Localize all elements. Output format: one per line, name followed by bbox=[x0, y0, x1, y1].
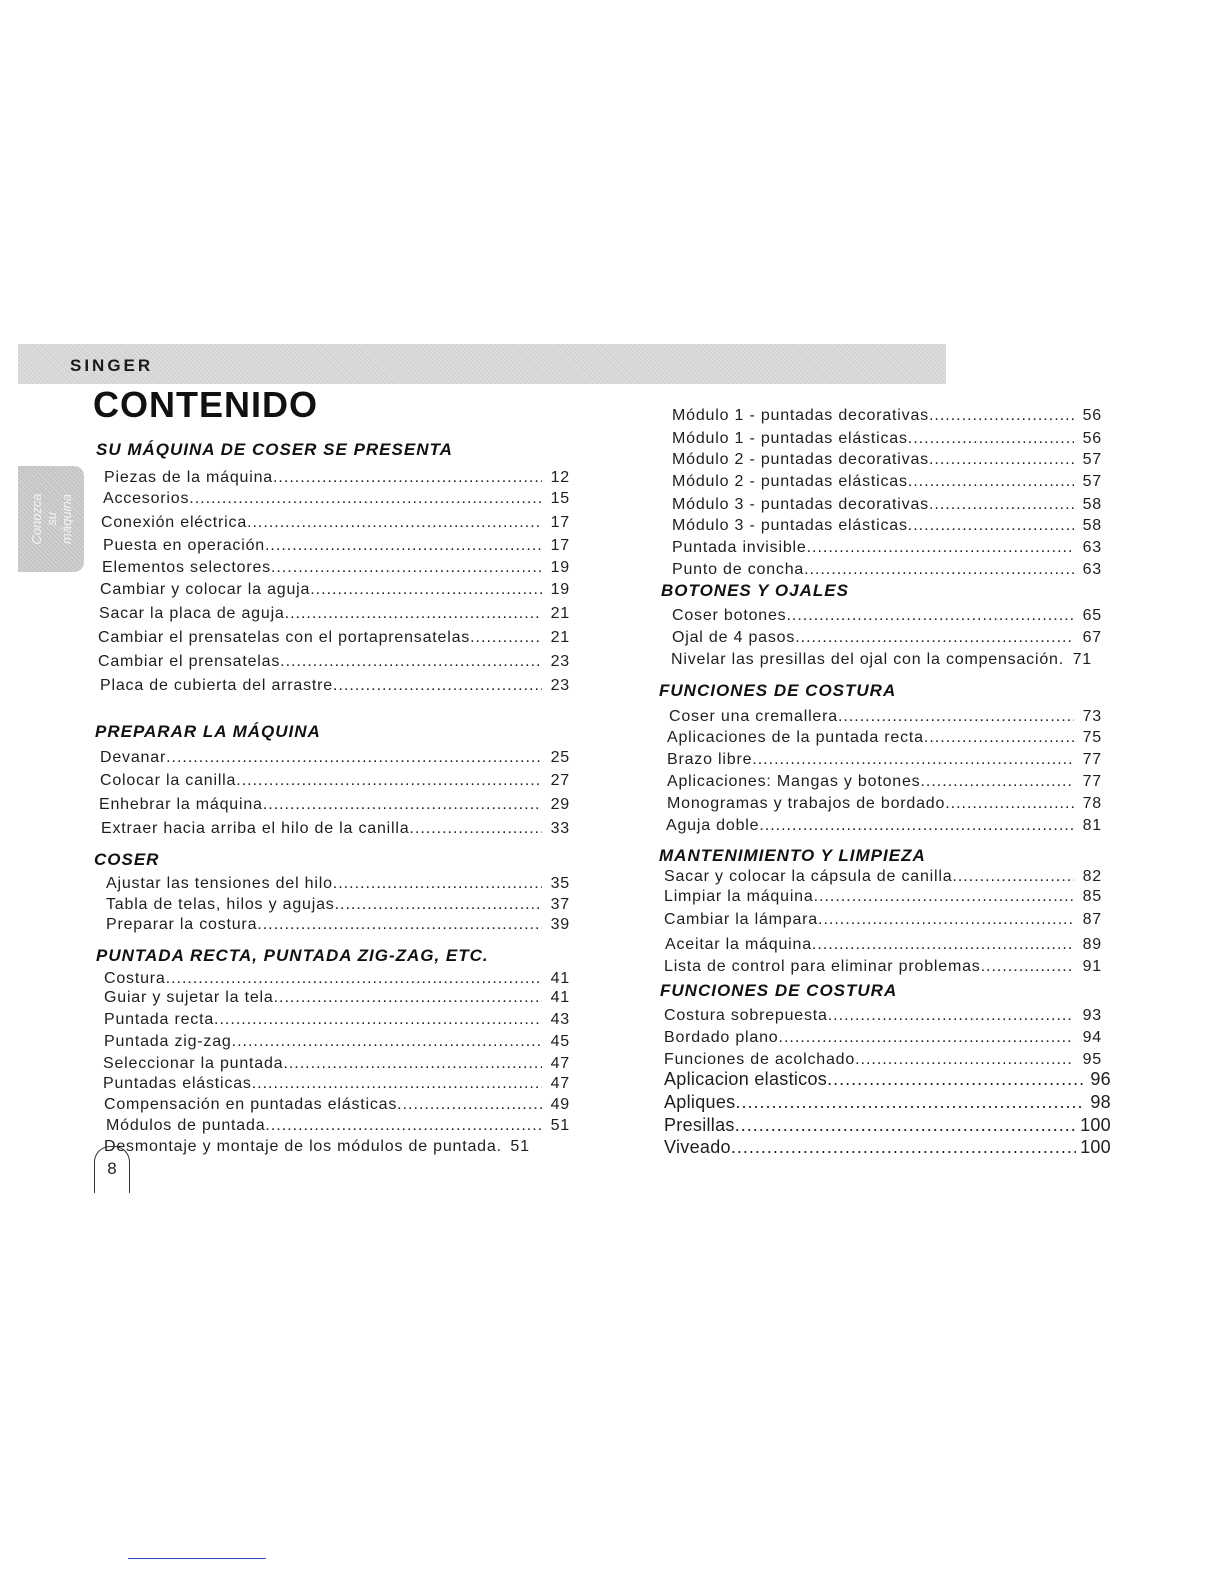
page-title: CONTENIDO bbox=[93, 384, 318, 425]
side-tab[interactable] bbox=[18, 466, 84, 572]
toc-entry[interactable] bbox=[672, 515, 1102, 535]
page-number: 8 bbox=[94, 1146, 130, 1193]
toc-label: Desmontaje y montaje de los módulos de puntada. bbox=[104, 1138, 502, 1155]
toc-page: 51 bbox=[550, 1117, 570, 1134]
toc-entry[interactable] bbox=[665, 934, 1102, 954]
toc-entry[interactable] bbox=[664, 886, 1102, 906]
toc-label: Ajustar las tensiones del hilo bbox=[106, 875, 333, 892]
toc-page: 23 bbox=[550, 653, 570, 670]
toc-entry[interactable] bbox=[666, 815, 1102, 835]
toc-page: 87 bbox=[1082, 911, 1102, 928]
toc-page: 67 bbox=[1082, 629, 1102, 646]
section-heading: FUNCIONES DE COSTURA bbox=[660, 981, 898, 1000]
toc-entry[interactable] bbox=[100, 747, 570, 767]
toc-label: Cambiar el prensatelas bbox=[98, 653, 281, 670]
toc-label: Conexión eléctrica bbox=[101, 514, 248, 531]
toc-page: 78 bbox=[1082, 795, 1102, 812]
toc-page: 93 bbox=[1082, 1007, 1102, 1024]
toc-entry[interactable] bbox=[664, 909, 1102, 929]
toc-page: 23 bbox=[550, 677, 570, 694]
toc-label: Apliques bbox=[664, 1092, 736, 1112]
toc-label: Módulo 2 - puntadas elásticas bbox=[672, 473, 908, 490]
toc-page: 37 bbox=[550, 896, 570, 913]
toc-entry[interactable] bbox=[103, 535, 570, 555]
toc-page: 75 bbox=[1082, 729, 1102, 746]
toc-entry[interactable] bbox=[664, 1070, 1111, 1090]
toc-page: 12 bbox=[550, 469, 570, 486]
toc-entry[interactable] bbox=[664, 1049, 1102, 1069]
toc-label: Aplicaciones de la puntada recta bbox=[667, 729, 924, 746]
toc-label: Nivelar las presillas del ojal con la compensación. bbox=[671, 651, 1064, 668]
toc-label: Puntada invisible bbox=[672, 539, 807, 556]
toc-label: Aplicaciones: Mangas y botones bbox=[667, 773, 921, 790]
toc-entry[interactable] bbox=[106, 873, 570, 893]
toc-label: Módulos de puntada bbox=[106, 1117, 266, 1134]
toc-page: 71 bbox=[1072, 651, 1092, 668]
toc-entry[interactable] bbox=[672, 405, 1102, 425]
toc-entry[interactable] bbox=[104, 1031, 570, 1051]
toc-page: 100 bbox=[1080, 1137, 1111, 1157]
toc-label: Aplicacion elasticos bbox=[664, 1069, 828, 1089]
toc-entry[interactable] bbox=[664, 1093, 1111, 1113]
toc-label: Puntada recta bbox=[104, 1011, 215, 1028]
toc-page: 17 bbox=[550, 514, 570, 531]
toc-label: Aguja doble bbox=[666, 817, 760, 834]
toc-page: 15 bbox=[550, 490, 570, 507]
toc-page: 43 bbox=[550, 1011, 570, 1028]
toc-entry[interactable] bbox=[104, 467, 570, 487]
toc-entry[interactable] bbox=[104, 987, 570, 1007]
toc-entry[interactable] bbox=[672, 537, 1102, 557]
toc-page: 29 bbox=[550, 796, 570, 813]
toc-label: Devanar bbox=[100, 749, 167, 766]
toc-entry[interactable] bbox=[103, 1053, 570, 1073]
toc-page: 25 bbox=[550, 749, 570, 766]
toc-label: Costura bbox=[104, 970, 166, 987]
section-heading: BOTONES Y OJALES bbox=[661, 581, 849, 600]
toc-page: 58 bbox=[1082, 496, 1102, 513]
toc-page: 73 bbox=[1082, 708, 1102, 725]
toc-label: Punto de concha bbox=[672, 561, 805, 578]
toc-page: 39 bbox=[550, 916, 570, 933]
toc-entry[interactable] bbox=[667, 771, 1102, 791]
toc-label: Accesorios bbox=[103, 490, 190, 507]
toc-page: 57 bbox=[1082, 473, 1102, 490]
toc-page: 94 bbox=[1082, 1029, 1102, 1046]
toc-label: Cambiar la lámpara bbox=[664, 911, 819, 928]
toc-entry[interactable] bbox=[104, 1009, 570, 1029]
section-heading: SU MÁQUINA DE COSER SE PRESENTA bbox=[96, 440, 453, 459]
toc-page: 100 bbox=[1080, 1115, 1111, 1135]
toc-label: Puntadas elásticas bbox=[103, 1075, 252, 1092]
toc-label: Monogramas y trabajos de bordado bbox=[667, 795, 946, 812]
toc-entry[interactable] bbox=[671, 649, 1131, 669]
toc-page: 17 bbox=[550, 537, 570, 554]
toc-label: Módulo 1 - puntadas decorativas bbox=[672, 407, 929, 424]
toc-label: Sacar y colocar la cápsula de canilla bbox=[664, 868, 953, 885]
toc-entry[interactable] bbox=[672, 428, 1102, 448]
toc-page: 57 bbox=[1082, 451, 1102, 468]
toc-label: Colocar la canilla bbox=[100, 772, 237, 789]
toc-label: Placa de cubierta del arrastre bbox=[100, 677, 333, 694]
toc-page: 91 bbox=[1082, 958, 1102, 975]
toc-label: Funciones de acolchado bbox=[664, 1051, 856, 1068]
toc-entry[interactable] bbox=[106, 894, 570, 914]
header-bar bbox=[18, 344, 946, 384]
toc-entry[interactable] bbox=[664, 866, 1102, 886]
side-tab-line2: su bbox=[43, 512, 59, 526]
toc-label: Compensación en puntadas elásticas bbox=[104, 1096, 398, 1113]
toc-label: Coser una cremallera bbox=[669, 708, 838, 725]
toc-entry[interactable] bbox=[667, 749, 1102, 769]
toc-label: Ojal de 4 pasos bbox=[672, 629, 796, 646]
toc-entry[interactable] bbox=[104, 1136, 570, 1156]
toc-page: 56 bbox=[1082, 430, 1102, 447]
toc-entry[interactable] bbox=[99, 794, 570, 814]
toc-label: Módulo 2 - puntadas decorativas bbox=[672, 451, 929, 468]
toc-entry[interactable] bbox=[104, 1094, 570, 1114]
toc-label: Módulo 1 - puntadas elásticas bbox=[672, 430, 908, 447]
toc-label: Coser botones bbox=[672, 607, 787, 624]
toc-label: Cambiar y colocar la aguja bbox=[100, 581, 311, 598]
toc-entry[interactable] bbox=[103, 1073, 570, 1093]
toc-entry[interactable] bbox=[672, 494, 1102, 514]
toc-entry[interactable] bbox=[100, 770, 570, 790]
toc-label: Costura sobrepuesta bbox=[664, 1007, 828, 1024]
toc-entry[interactable] bbox=[669, 706, 1102, 726]
toc-page: 41 bbox=[550, 970, 570, 987]
toc-page: 19 bbox=[550, 559, 570, 576]
section-heading: FUNCIONES DE COSTURA bbox=[659, 681, 897, 700]
side-tab-line1: Conozca bbox=[28, 493, 44, 545]
toc-entry[interactable] bbox=[667, 727, 1102, 747]
toc-page: 85 bbox=[1082, 888, 1102, 905]
toc-page: 58 bbox=[1082, 517, 1102, 534]
toc-page: 89 bbox=[1082, 936, 1102, 953]
toc-entry[interactable] bbox=[106, 914, 570, 934]
toc-page: 41 bbox=[550, 989, 570, 1006]
toc-page: 95 bbox=[1082, 1051, 1102, 1068]
toc-page: 35 bbox=[550, 875, 570, 892]
toc-label: Módulo 3 - puntadas decorativas bbox=[672, 496, 929, 513]
toc-entry[interactable] bbox=[99, 603, 570, 623]
toc-entry[interactable] bbox=[672, 471, 1102, 491]
toc-label: Presillas bbox=[664, 1115, 735, 1135]
toc-entry[interactable] bbox=[104, 968, 570, 988]
toc-label: Tabla de telas, hilos y agujas bbox=[106, 896, 335, 913]
toc-page: 63 bbox=[1082, 561, 1102, 578]
toc-label: Guiar y sujetar la tela bbox=[104, 989, 274, 1006]
toc-label: Enhebrar la máquina bbox=[99, 796, 263, 813]
toc-page: 77 bbox=[1082, 751, 1102, 768]
section-heading: PREPARAR LA MÁQUINA bbox=[95, 722, 321, 741]
toc-page: 47 bbox=[550, 1055, 570, 1072]
toc-label: Módulo 3 - puntadas elásticas bbox=[672, 517, 908, 534]
toc-page: 98 bbox=[1090, 1092, 1111, 1112]
section-heading: MANTENIMIENTO Y LIMPIEZA bbox=[659, 846, 926, 865]
toc-entry[interactable] bbox=[672, 449, 1102, 469]
toc-label: Cambiar el prensatelas con el portaprensatelas bbox=[98, 629, 471, 646]
toc-entry[interactable] bbox=[98, 651, 570, 671]
toc-label: Puesta en operación bbox=[103, 537, 265, 554]
toc-label: Viveado bbox=[664, 1137, 731, 1157]
toc-page: 49 bbox=[550, 1096, 570, 1113]
toc-entry[interactable] bbox=[103, 488, 570, 508]
toc-page: 81 bbox=[1082, 817, 1102, 834]
toc-page: 56 bbox=[1082, 407, 1102, 424]
toc-label: Piezas de la máquina bbox=[104, 469, 273, 486]
brand-logo: SINGER bbox=[70, 356, 154, 375]
toc-label: Preparar la costura bbox=[106, 916, 258, 933]
toc-entry[interactable] bbox=[98, 627, 570, 647]
toc-page: 63 bbox=[1082, 539, 1102, 556]
toc-page: 77 bbox=[1082, 773, 1102, 790]
toc-label: Sacar la placa de aguja bbox=[99, 605, 285, 622]
toc-label: Aceitar la máquina bbox=[665, 936, 812, 953]
toc-label: Bordado plano bbox=[664, 1029, 779, 1046]
toc-entry[interactable] bbox=[664, 1005, 1102, 1025]
toc-entry[interactable] bbox=[672, 559, 1102, 579]
toc-entry[interactable] bbox=[672, 605, 1102, 625]
toc-page: 21 bbox=[550, 629, 570, 646]
section-heading: PUNTADA RECTA, PUNTADA ZIG-ZAG, ETC. bbox=[96, 946, 489, 965]
toc-page: 21 bbox=[550, 605, 570, 622]
toc-label: Limpiar la máquina bbox=[664, 888, 814, 905]
bottom-rule bbox=[128, 1558, 266, 1559]
toc-entry[interactable] bbox=[100, 675, 570, 695]
toc-entry[interactable] bbox=[101, 818, 570, 838]
toc-label: Puntada zig-zag bbox=[104, 1033, 232, 1050]
toc-label: Brazo libre bbox=[667, 751, 753, 768]
toc-entry[interactable] bbox=[101, 512, 570, 532]
toc-entry[interactable] bbox=[672, 627, 1102, 647]
toc-page: 33 bbox=[550, 820, 570, 837]
toc-entry[interactable] bbox=[667, 793, 1102, 813]
toc-entry[interactable] bbox=[664, 1116, 1111, 1136]
toc-page: 51 bbox=[510, 1138, 530, 1155]
toc-entry[interactable] bbox=[106, 1115, 570, 1135]
toc-page: 47 bbox=[550, 1075, 570, 1092]
toc-label: Elementos selectores bbox=[102, 559, 271, 576]
toc-page: 96 bbox=[1090, 1069, 1111, 1089]
toc-entry[interactable] bbox=[664, 956, 1102, 976]
toc-page: 45 bbox=[550, 1033, 570, 1050]
toc-label: Lista de control para eliminar problemas bbox=[664, 958, 981, 975]
toc-label: Extraer hacia arriba el hilo de la canilla bbox=[101, 820, 410, 837]
toc-entry[interactable] bbox=[664, 1027, 1102, 1047]
toc-page: 19 bbox=[550, 581, 570, 598]
toc-page: 82 bbox=[1082, 868, 1102, 885]
side-tab-line3: máquina bbox=[58, 494, 74, 544]
section-heading: COSER bbox=[94, 850, 160, 869]
toc-entry[interactable] bbox=[664, 1138, 1111, 1158]
toc-page: 65 bbox=[1082, 607, 1102, 624]
toc-label: Seleccionar la puntada bbox=[103, 1055, 284, 1072]
toc-page: 27 bbox=[550, 772, 570, 789]
toc-entry[interactable] bbox=[100, 579, 570, 599]
toc-entry[interactable] bbox=[102, 557, 570, 577]
